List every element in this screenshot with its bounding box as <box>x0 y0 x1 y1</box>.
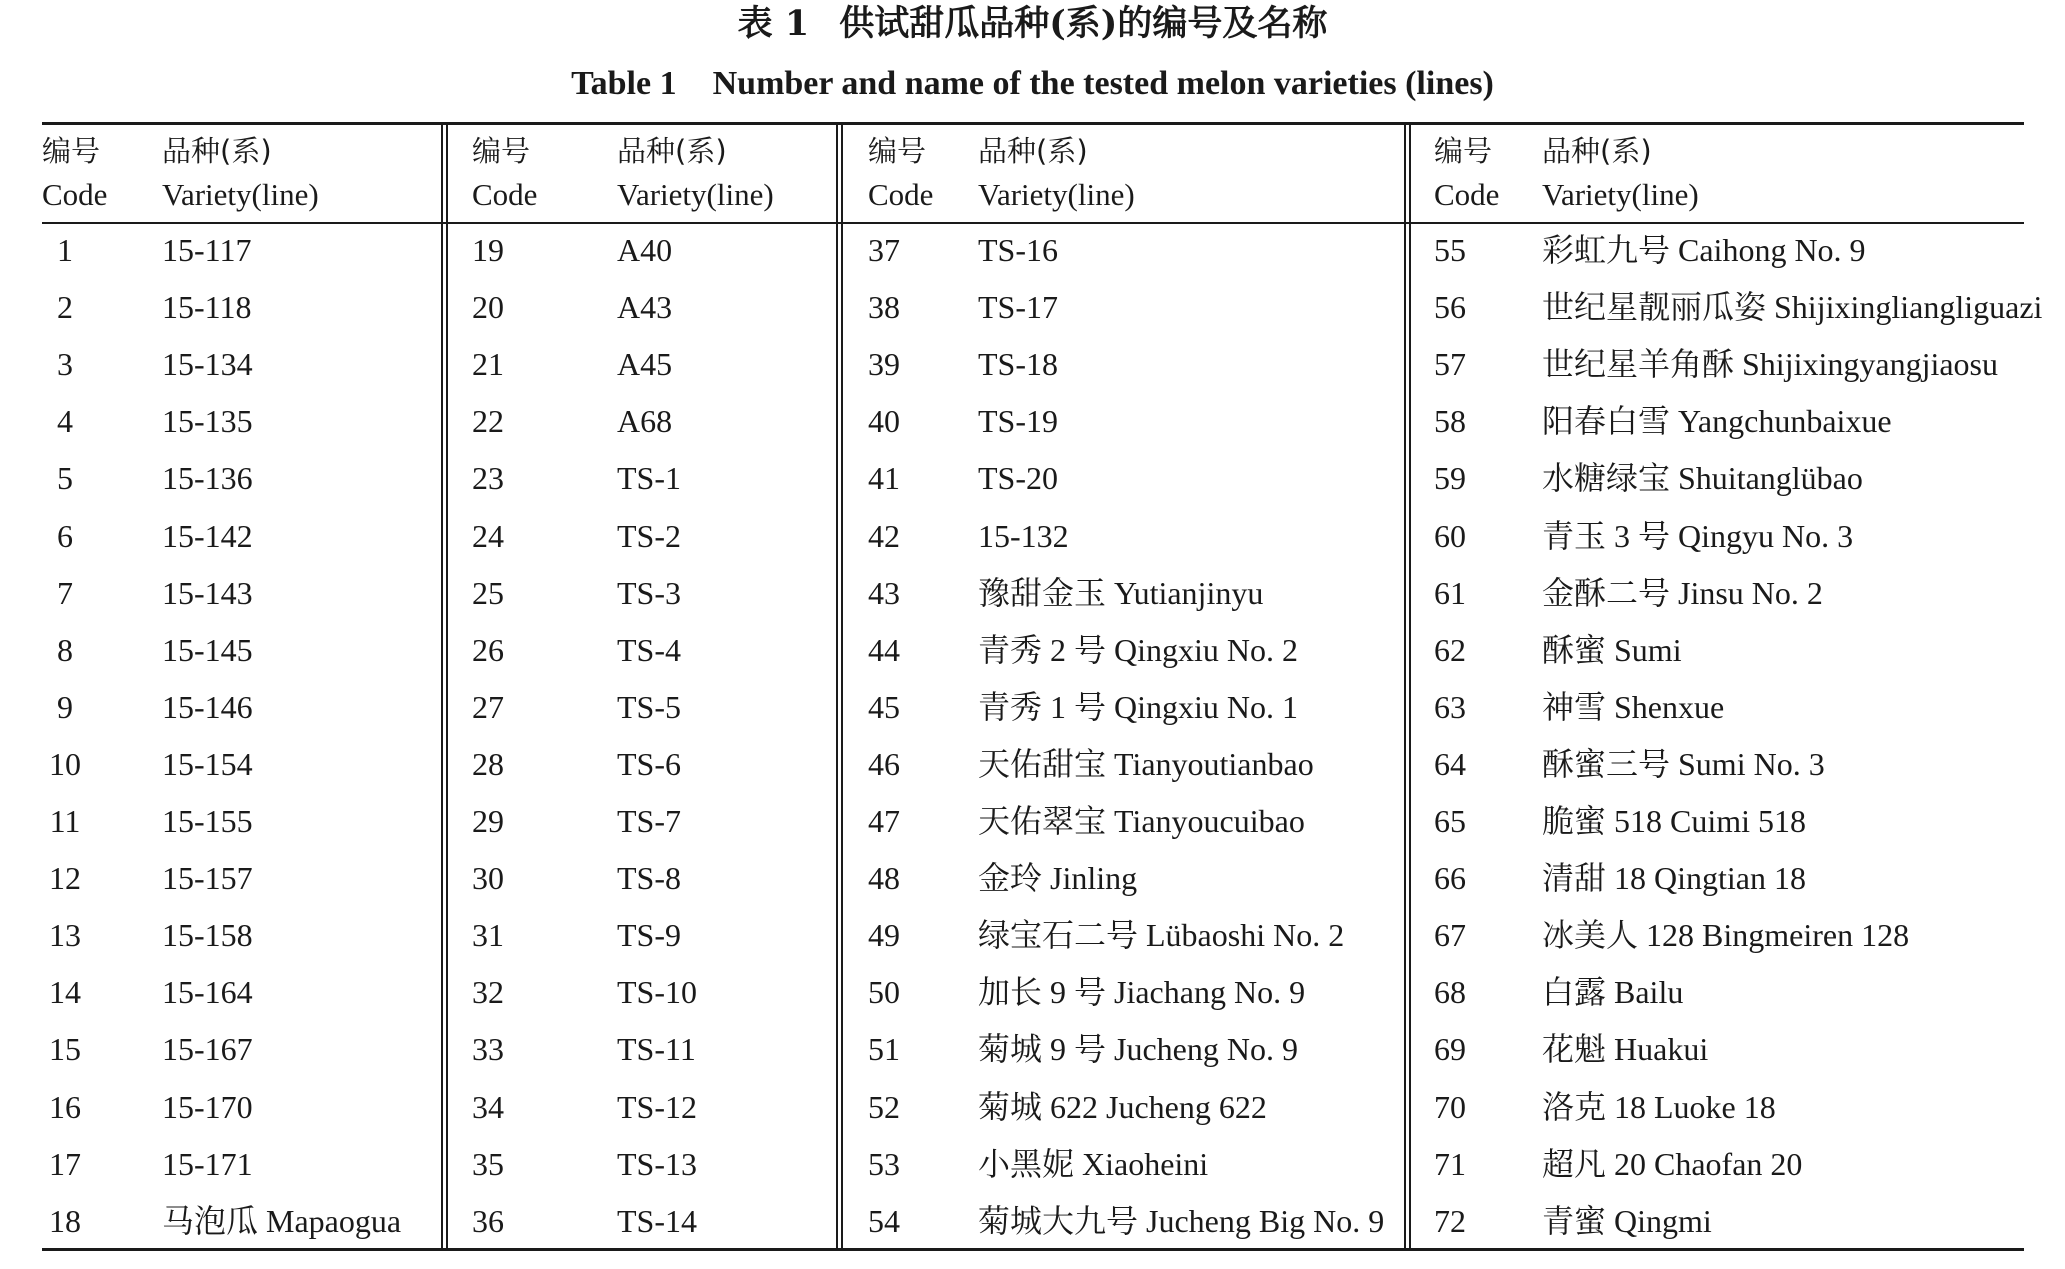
variety-code: 5 <box>57 460 73 497</box>
variety-code: 66 <box>1434 860 1466 897</box>
variety-name: 15-143 <box>162 574 253 611</box>
variety-code: 38 <box>868 289 900 326</box>
variety-name: 15-155 <box>162 803 253 839</box>
variety-code: 59 <box>1434 460 1466 497</box>
variety-name: 15-146 <box>162 688 253 725</box>
variety-code: 27 <box>472 688 504 725</box>
variety-name: 马泡瓜 Mapaogua <box>162 1202 402 1239</box>
variety-name: TS-10 <box>617 974 697 1011</box>
variety-name: 水糖绿宝 Shuitanglübao <box>1542 460 1863 497</box>
variety-name: TS-3 <box>617 574 681 611</box>
variety-code: 65 <box>1434 803 1466 839</box>
variety-name: 15-134 <box>162 346 253 383</box>
variety-name: TS-19 <box>978 403 1058 440</box>
variety-code: 11 <box>49 803 81 839</box>
variety-name: 15-145 <box>162 631 253 668</box>
variety-code: 67 <box>1434 917 1466 954</box>
variety-code: 4 <box>57 403 73 440</box>
variety-code: 35 <box>472 1145 504 1182</box>
code-header-cn: 编号 <box>472 134 531 168</box>
variety-code: 22 <box>472 403 504 440</box>
variety-code: 69 <box>1434 1031 1466 1068</box>
table-caption-chinese <box>0 2 2065 46</box>
table-caption-english <box>0 62 2065 106</box>
code-header-en: Code <box>1434 177 1500 212</box>
variety-code: 14 <box>49 974 81 1011</box>
variety-name: A45 <box>617 346 673 383</box>
variety-header-en: Variety(line) <box>978 177 1135 212</box>
variety-code: 42 <box>868 517 900 554</box>
variety-name: TS-20 <box>978 460 1058 497</box>
variety-name: 15-132 <box>978 517 1069 554</box>
variety-name: 15-158 <box>162 917 253 954</box>
variety-name: TS-17 <box>978 289 1058 326</box>
caption-en-label: Table 1 <box>571 65 677 102</box>
variety-header-cn: 品种(系) <box>162 134 272 168</box>
variety-code: 37 <box>868 232 900 268</box>
variety-name: 15-135 <box>162 403 253 440</box>
variety-name: 菊城大九号 Jucheng Big No. 9 <box>978 1202 1385 1239</box>
variety-header-en: Variety(line) <box>617 177 774 212</box>
table-top-rule <box>42 122 2024 125</box>
variety-code: 48 <box>868 860 900 897</box>
variety-code: 10 <box>49 745 81 782</box>
variety-code: 24 <box>472 517 504 554</box>
variety-code: 30 <box>472 860 504 897</box>
variety-code: 33 <box>472 1031 504 1068</box>
variety-name: 彩虹九号 Caihong No. 9 <box>1542 232 1866 268</box>
variety-name: 世纪星靓丽瓜姿 Shijixingliangliguazi <box>1542 289 2043 326</box>
variety-name: 脆蜜 518 Cuimi 518 <box>1542 803 1807 839</box>
variety-name: A40 <box>617 232 673 268</box>
variety-name: 花魁 Huakui <box>1542 1031 1709 1068</box>
variety-code: 61 <box>1434 574 1466 611</box>
variety-name: 菊城 622 Jucheng 622 <box>978 1088 1267 1125</box>
variety-name: 15-154 <box>162 745 253 782</box>
variety-name: TS-14 <box>617 1202 697 1239</box>
code-header-en: Code <box>868 177 934 212</box>
variety-code: 39 <box>868 346 900 383</box>
variety-code: 17 <box>49 1145 81 1182</box>
variety-code: 56 <box>1434 289 1466 326</box>
table-bottom-rule <box>42 1248 2024 1251</box>
column-group-divider <box>441 124 448 1248</box>
variety-name: 超凡 20 Chaofan 20 <box>1542 1145 1803 1182</box>
variety-name: 菊城 9 号 Jucheng No. 9 <box>978 1031 1298 1068</box>
column-group-divider <box>1404 124 1411 1248</box>
variety-code: 6 <box>57 517 73 554</box>
variety-code: 41 <box>868 460 900 497</box>
variety-name: TS-5 <box>617 688 681 725</box>
variety-name: 天佑翠宝 Tianyoucuibao <box>978 803 1305 839</box>
variety-name: 青秀 2 号 Qingxiu No. 2 <box>978 631 1299 668</box>
variety-code: 52 <box>868 1088 900 1125</box>
caption-cn-title: 供试甜瓜品种(系)的编号及名称 <box>839 3 1328 44</box>
variety-code: 46 <box>868 745 900 782</box>
variety-code: 53 <box>868 1145 900 1182</box>
code-header-en: Code <box>42 177 108 212</box>
variety-name: 天佑甜宝 Tianyoutianbao <box>978 745 1314 782</box>
variety-name: 青秀 1 号 Qingxiu No. 1 <box>978 688 1299 725</box>
variety-code: 63 <box>1434 688 1466 725</box>
variety-header-cn: 品种(系) <box>617 134 727 168</box>
variety-header-en: Variety(line) <box>162 177 319 212</box>
variety-code: 62 <box>1434 631 1466 668</box>
variety-name: 绿宝石二号 Lübaoshi No. 2 <box>978 917 1345 954</box>
variety-code: 29 <box>472 803 504 839</box>
variety-name: TS-8 <box>617 860 681 897</box>
variety-code: 70 <box>1434 1088 1466 1125</box>
variety-name: 冰美人 128 Bingmeiren 128 <box>1542 917 1910 954</box>
variety-code: 2 <box>57 289 73 326</box>
variety-name: 15-142 <box>162 517 253 554</box>
variety-name: 酥蜜 Sumi <box>1542 631 1682 668</box>
variety-name: 15-117 <box>162 232 252 268</box>
code-header-en: Code <box>472 177 538 212</box>
variety-code: 47 <box>868 803 900 839</box>
variety-code: 21 <box>472 346 504 383</box>
variety-name: TS-4 <box>617 631 681 668</box>
variety-name: 酥蜜三号 Sumi No. 3 <box>1542 745 1825 782</box>
variety-header-cn: 品种(系) <box>1542 134 1652 168</box>
variety-code: 45 <box>868 688 900 725</box>
variety-code: 57 <box>1434 346 1466 383</box>
variety-code: 54 <box>868 1202 900 1239</box>
variety-code: 34 <box>472 1088 504 1125</box>
caption-cn-label: 表 1 <box>737 3 810 44</box>
column-group-divider <box>836 124 843 1248</box>
variety-name: TS-13 <box>617 1145 697 1182</box>
variety-header-en: Variety(line) <box>1542 177 1699 212</box>
variety-code: 40 <box>868 403 900 440</box>
variety-name: 15-170 <box>162 1088 253 1125</box>
variety-code: 51 <box>868 1031 900 1068</box>
variety-code: 3 <box>57 346 73 383</box>
variety-name: 15-164 <box>162 974 253 1011</box>
code-header-cn: 编号 <box>1434 134 1493 168</box>
variety-code: 55 <box>1434 232 1466 268</box>
code-header-cn: 编号 <box>868 134 927 168</box>
variety-name: 豫甜金玉 Yutianjinyu <box>978 574 1264 611</box>
variety-code: 49 <box>868 917 900 954</box>
variety-name: 清甜 18 Qingtian 18 <box>1542 860 1806 897</box>
variety-name: TS-12 <box>617 1088 697 1125</box>
variety-name: 15-118 <box>162 289 252 326</box>
variety-code: 23 <box>472 460 504 497</box>
variety-code: 36 <box>472 1202 504 1239</box>
variety-code: 44 <box>868 631 900 668</box>
variety-name: A68 <box>617 403 673 440</box>
variety-code: 20 <box>472 289 504 326</box>
variety-code: 12 <box>49 860 81 897</box>
variety-name: TS-2 <box>617 517 681 554</box>
variety-name: 金玲 Jinling <box>978 860 1138 897</box>
caption-en-title: Number and name of the tested melon varieties (lines) <box>712 65 1494 102</box>
variety-name: TS-11 <box>617 1031 696 1068</box>
variety-name: TS-18 <box>978 346 1058 383</box>
variety-name: TS-16 <box>978 232 1058 268</box>
variety-code: 31 <box>472 917 504 954</box>
variety-name: 青蜜 Qingmi <box>1542 1202 1712 1239</box>
variety-name: A43 <box>617 289 673 326</box>
variety-code: 7 <box>57 574 73 611</box>
variety-code: 43 <box>868 574 900 611</box>
variety-name: 神雪 Shenxue <box>1542 688 1725 725</box>
variety-code: 15 <box>49 1031 81 1068</box>
variety-code: 58 <box>1434 403 1466 440</box>
variety-code: 13 <box>49 917 81 954</box>
variety-code: 71 <box>1434 1145 1466 1182</box>
variety-name: 15-157 <box>162 860 253 897</box>
variety-code: 50 <box>868 974 900 1011</box>
variety-name: 世纪星羊角酥 Shijixingyangjiaosu <box>1542 346 1999 383</box>
variety-code: 19 <box>472 232 504 268</box>
variety-code: 68 <box>1434 974 1466 1011</box>
variety-code: 26 <box>472 631 504 668</box>
variety-header-cn: 品种(系) <box>978 134 1088 168</box>
table-header-rule <box>42 222 2024 224</box>
variety-name: 15-136 <box>162 460 253 497</box>
variety-name: TS-6 <box>617 745 681 782</box>
code-header-cn: 编号 <box>42 134 101 168</box>
variety-code: 25 <box>472 574 504 611</box>
variety-code: 72 <box>1434 1202 1466 1239</box>
variety-code: 1 <box>57 232 73 268</box>
variety-name: 白露 Bailu <box>1542 974 1684 1011</box>
variety-code: 28 <box>472 745 504 782</box>
variety-name: TS-1 <box>617 460 681 497</box>
variety-name: 洛克 18 Luoke 18 <box>1542 1088 1776 1125</box>
variety-code: 16 <box>49 1088 81 1125</box>
variety-code: 32 <box>472 974 504 1011</box>
variety-name: 阳春白雪 Yangchunbaixue <box>1542 403 1892 440</box>
variety-code: 18 <box>49 1202 81 1239</box>
variety-name: 15-167 <box>162 1031 253 1068</box>
variety-code: 9 <box>57 688 73 725</box>
variety-name: 加长 9 号 Jiachang No. 9 <box>978 974 1306 1011</box>
variety-name: 青玉 3 号 Qingyu No. 3 <box>1542 517 1854 554</box>
variety-code: 64 <box>1434 745 1466 782</box>
variety-code: 8 <box>57 631 73 668</box>
variety-name: TS-7 <box>617 803 681 839</box>
variety-name: 小黑妮 Xiaoheini <box>978 1145 1209 1182</box>
variety-name: 金酥二号 Jinsu No. 2 <box>1542 574 1823 611</box>
variety-code: 60 <box>1434 517 1466 554</box>
variety-name: TS-9 <box>617 917 681 954</box>
variety-name: 15-171 <box>162 1145 253 1182</box>
